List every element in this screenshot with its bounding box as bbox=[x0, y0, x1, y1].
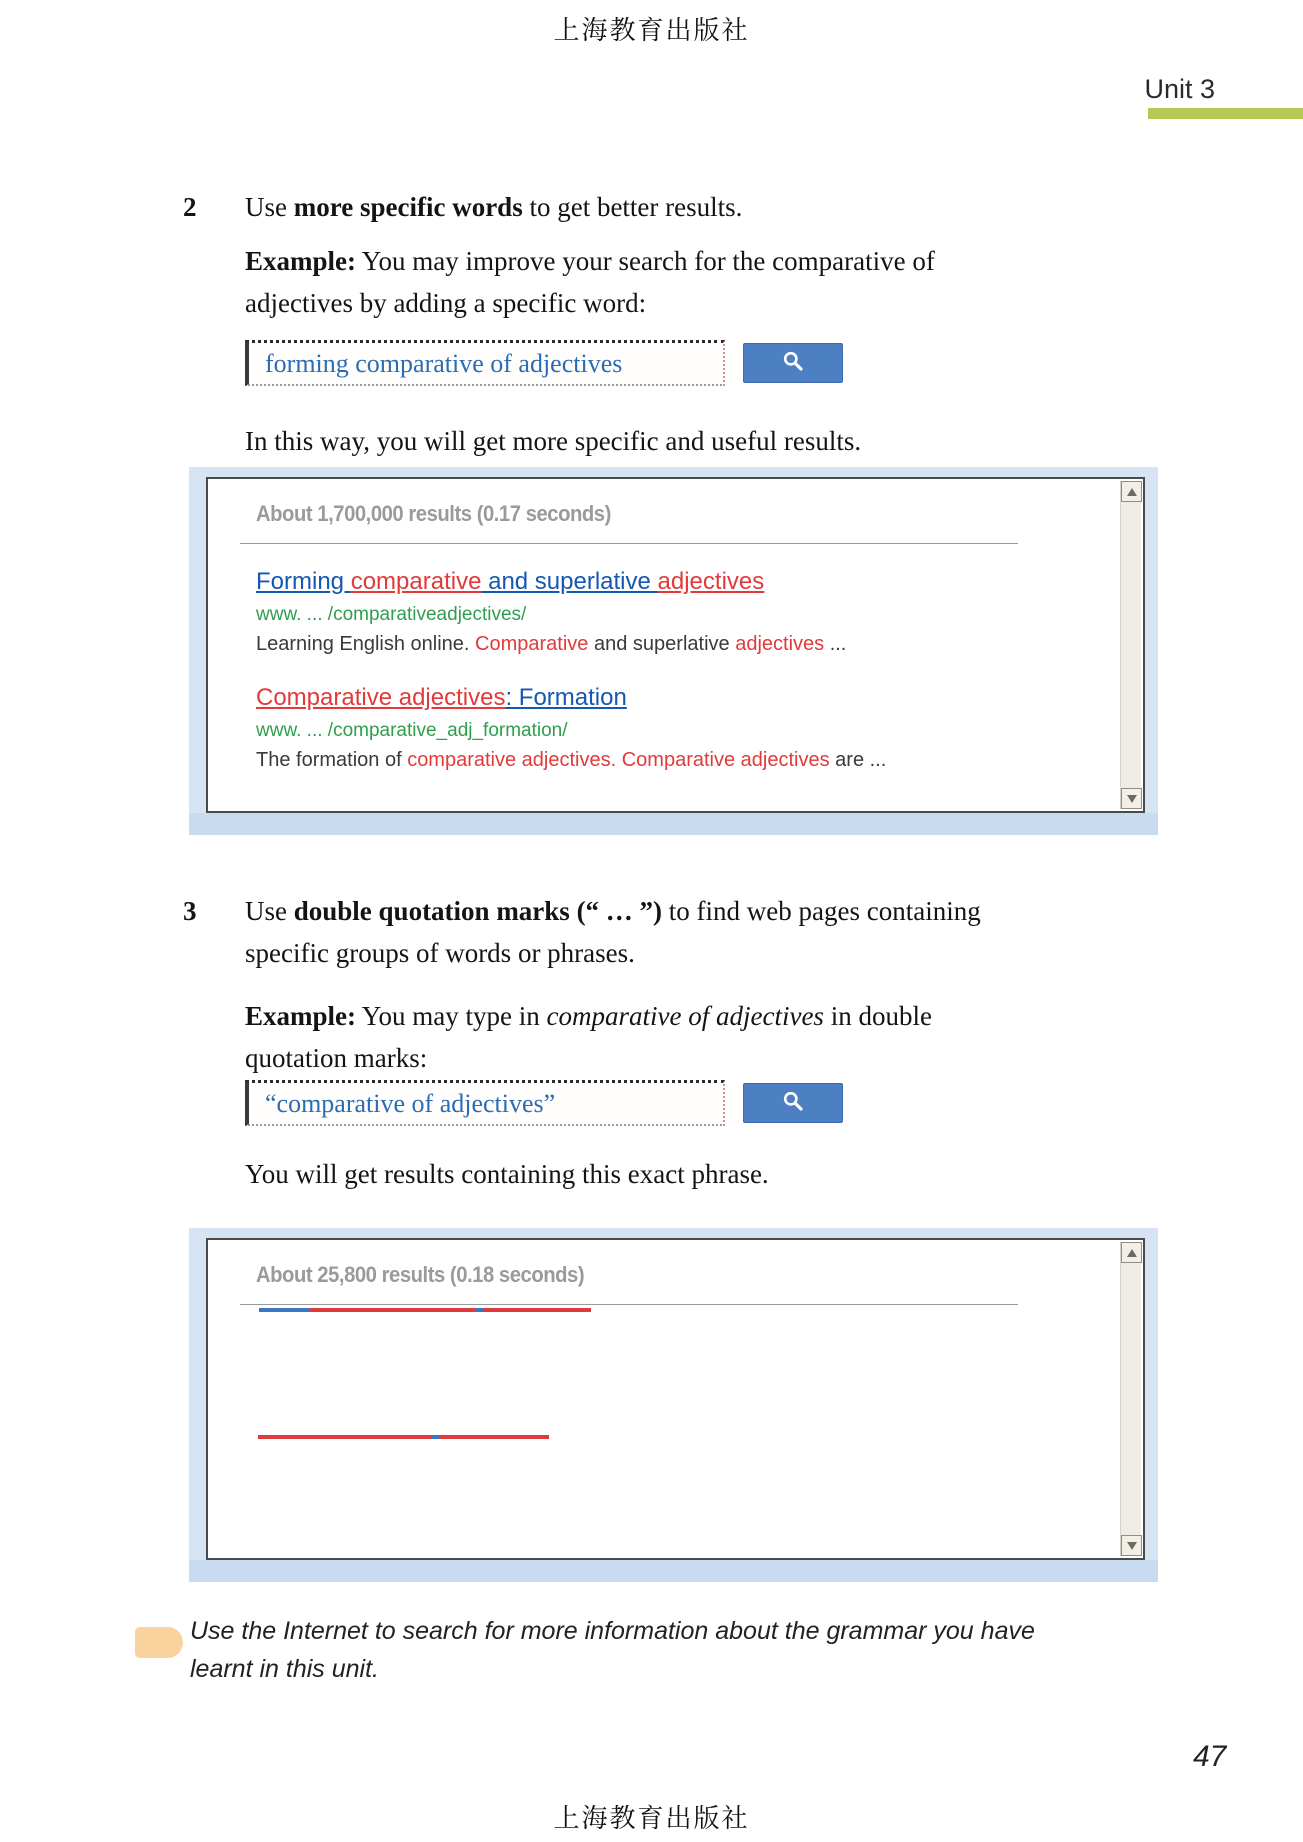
title-segment: Comparative adjectives bbox=[256, 684, 506, 711]
page-number: 47 bbox=[1193, 1740, 1227, 1773]
results-stats: About 25,800 results (0.18 seconds) bbox=[256, 1262, 585, 1287]
title-segment: adjectives bbox=[657, 568, 765, 595]
search-input[interactable] bbox=[245, 1080, 725, 1126]
redacted-link-underline bbox=[258, 1435, 549, 1439]
unit-label: Unit 3 bbox=[1144, 74, 1215, 104]
example-italic-term: comparative of adjectives bbox=[546, 1001, 824, 1031]
note-line2: learnt in this unit. bbox=[190, 1655, 379, 1683]
example-label: Example: bbox=[245, 246, 356, 276]
section-2-followup: In this way, you will get more specific and useful results. bbox=[245, 426, 862, 456]
scrollbar[interactable] bbox=[1120, 1242, 1141, 1556]
intro-post: to get better results. bbox=[522, 192, 743, 222]
search-button[interactable] bbox=[743, 1083, 843, 1123]
search-query-text: forming comparative of adjectives bbox=[265, 348, 623, 378]
section-3-followup: You will get results containing this exact phrase. bbox=[245, 1159, 769, 1189]
snippet-segment: Learning English online. bbox=[256, 633, 476, 655]
title-segment: Forming bbox=[256, 568, 351, 595]
example-line1: You may improve your search for the comparative of bbox=[356, 246, 935, 276]
section-2-example bbox=[245, 240, 1175, 324]
item-number: 3 bbox=[183, 896, 197, 926]
results2-redacted-area bbox=[210, 1242, 1141, 1556]
scrollbar-down-button[interactable] bbox=[1121, 1535, 1142, 1556]
note-text bbox=[190, 1612, 1150, 1688]
section-3-intro bbox=[183, 890, 1170, 974]
intro-pre: Use bbox=[245, 192, 294, 222]
results-window bbox=[206, 477, 1145, 813]
title-segment: comparative bbox=[350, 568, 482, 595]
intro-bold: more specific words bbox=[293, 192, 523, 222]
search-bar-2 bbox=[245, 1080, 843, 1126]
snippet-segment: are ... bbox=[829, 749, 887, 771]
title-segment: and superlative bbox=[481, 568, 658, 595]
result-snippet bbox=[256, 749, 1143, 772]
unit-accent-bar bbox=[1148, 108, 1303, 119]
section-3-example bbox=[245, 995, 1175, 1079]
example-line2: adjectives by adding a specific word: bbox=[245, 288, 647, 318]
search-query-text: “comparative of adjectives” bbox=[265, 1088, 556, 1118]
press-name-footer: 上海教育出版社 bbox=[553, 1804, 750, 1833]
down-arrow-icon bbox=[1127, 1542, 1137, 1550]
intro-pre: Use bbox=[245, 896, 294, 926]
snippet-segment: The formation of bbox=[256, 749, 408, 771]
search-button[interactable] bbox=[743, 343, 843, 383]
magnifier-icon bbox=[781, 1089, 805, 1118]
example-label: Example: bbox=[245, 1001, 356, 1031]
scrollbar-down-button[interactable] bbox=[1121, 788, 1142, 809]
results-panel-2 bbox=[189, 1228, 1158, 1582]
section-2-intro bbox=[183, 186, 1170, 228]
search-input[interactable] bbox=[245, 340, 725, 386]
magnifier-icon bbox=[781, 349, 805, 378]
intro-bold: double quotation marks (“ … ”) bbox=[293, 896, 663, 926]
scrollbar-up-button[interactable] bbox=[1121, 481, 1142, 502]
results-divider bbox=[240, 543, 1018, 544]
search-bar-1 bbox=[245, 340, 843, 386]
results-panel-1 bbox=[189, 467, 1158, 835]
result-url: www. ... /comparative_adj_formation/ bbox=[256, 720, 568, 741]
results-stats: About 1,700,000 results (0.17 seconds) bbox=[256, 501, 611, 526]
results-window bbox=[206, 1238, 1145, 1560]
result-title-link[interactable] bbox=[256, 684, 1143, 712]
title-segment: : Formation bbox=[505, 684, 627, 711]
item-intro-text bbox=[245, 186, 1170, 228]
item-number: 2 bbox=[183, 192, 197, 222]
example-line2: quotation marks: bbox=[245, 1043, 428, 1073]
up-arrow-icon bbox=[1127, 488, 1137, 496]
snippet-segment: and superlative bbox=[588, 633, 736, 655]
down-arrow-icon bbox=[1127, 795, 1137, 803]
snippet-segment: Comparative bbox=[475, 633, 589, 655]
redacted-link-underline bbox=[259, 1308, 591, 1312]
search-result bbox=[256, 568, 1143, 656]
result-url: www. ... /comparativeadjectives/ bbox=[256, 604, 527, 625]
note-line1: Use the Internet to search for more information about the grammar you have bbox=[190, 1617, 1035, 1645]
note-marker bbox=[135, 1627, 183, 1658]
scrollbar[interactable] bbox=[1120, 481, 1141, 809]
snippet-segment: adjectives bbox=[735, 633, 825, 655]
result-snippet bbox=[256, 633, 1143, 656]
intro-post: to find web pages containing bbox=[662, 896, 981, 926]
example-post: in double bbox=[823, 1001, 932, 1031]
scrollbar-up-button[interactable] bbox=[1121, 1242, 1142, 1263]
item-intro-text bbox=[245, 890, 1170, 974]
search-result bbox=[256, 684, 1143, 772]
window-bottom-bar bbox=[189, 813, 1158, 835]
up-arrow-icon bbox=[1127, 1249, 1137, 1257]
window-bottom-bar bbox=[189, 1560, 1158, 1582]
press-name-header: 上海教育出版社 bbox=[553, 16, 750, 45]
snippet-segment: ... bbox=[824, 633, 847, 655]
result-title-link[interactable] bbox=[256, 568, 1143, 596]
example-pre: You may type in bbox=[356, 1001, 547, 1031]
snippet-segment: Comparative adjectives bbox=[621, 749, 830, 771]
snippet-segment: comparative adjectives. bbox=[407, 749, 617, 771]
intro-line2: specific groups of words or phrases. bbox=[245, 938, 635, 968]
